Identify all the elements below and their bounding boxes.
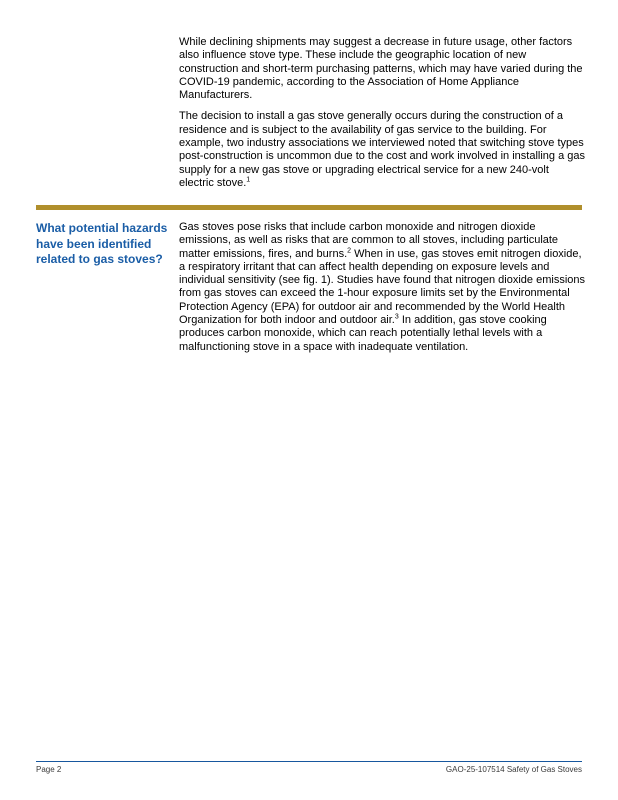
footnote-ref-3: 3 [394, 313, 399, 321]
paragraph-declining-shipments [179, 36, 586, 102]
section-divider-rule [36, 205, 582, 210]
paragraph-text: When in use, gas stoves emit nitrogen dioxide, a respiratory irritant that can affect health depending on exposure levels and individual sensitivity (see fig. 1). Studies have found that nitrogen dioxide emissions from gas stoves can exceed the 1-hour exposure limits set by the Environmental Protection Agency (EPA) for outdoor air and recommended by the World Health Organization for both indoor and outdoor air. [179, 247, 586, 327]
footnote-ref-1: 1 [246, 176, 251, 184]
section-body-paragraph [179, 221, 586, 354]
intro-paragraphs [179, 36, 586, 198]
hazards-section [36, 221, 586, 354]
footnote-ref-2: 2 [347, 246, 352, 254]
paragraph-text: The decision to install a gas stove generally occurs during the construction of a residence and is subject to the availability of gas service to the building. For example, two industry associations we interviewed noted that switching stove types post-construction is uncommon due to the cost and work involved in installing a gas supply for a new gas stove or upgrading electrical service for a new 240-volt electric stove. [179, 110, 585, 189]
page-footer [36, 761, 582, 774]
paragraph-text: In addition, gas stove cooking produces carbon monoxide, which can reach potentially lethal levels with a malfunctioning stove in a space with inadequate ventilation. [179, 314, 547, 353]
paragraph-text: While declining shipments may suggest a decrease in future usage, other factors also influence stove type. These include the geographic location of new construction and short-term purchasing patterns, which may have varied during the COVID-19 pandemic, according to the Association of Home Appliance Manufacturers. [179, 36, 583, 102]
section-heading: What potential hazards have been identified related to gas stoves? [36, 221, 168, 266]
report-number: GAO-25-107514 Safety of Gas Stoves [445, 765, 582, 774]
paragraph-install-decision [179, 110, 586, 190]
page-number: Page 2 [36, 765, 62, 774]
paragraph-text: Gas stoves pose risks that include carbon monoxide and nitrogen dioxide emissions, as well as risks that are common to all stoves, including particulate matter emissions, fires, and burns. [179, 221, 559, 260]
